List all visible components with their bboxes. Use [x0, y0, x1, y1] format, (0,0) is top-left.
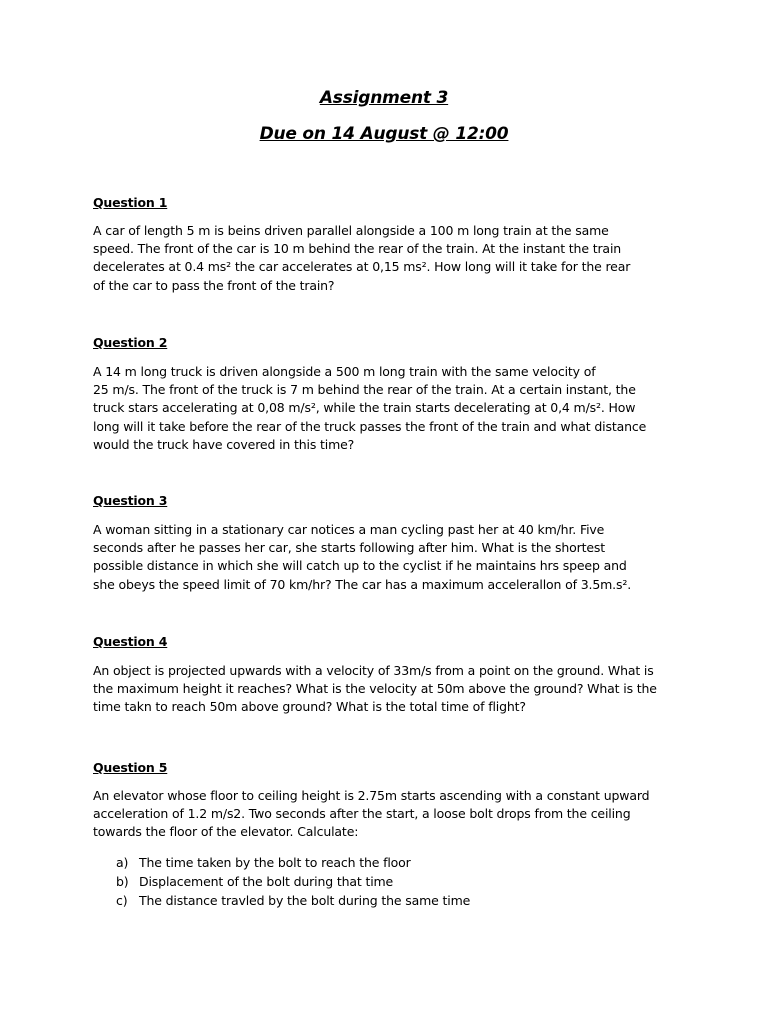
question-1-line: of the car to pass the front of the train?: [93, 277, 335, 293]
subitem-text: The distance travled by the bolt during the same time: [139, 893, 471, 908]
question-1-text: [93, 222, 630, 295]
question-4-line: An object is projected upwards with a velocity of 33m/s from a point on the ground. What is: [93, 663, 654, 678]
question-1-line: speed. The front of the car is 10 m behind the rear of the train. At the instant the train: [93, 241, 622, 257]
question-2-line: A 14 m long truck is driven alongside a 500 m long train with the same velocity of: [93, 364, 596, 379]
due-date: Due on 14 August @ 12:00: [259, 124, 509, 144]
question-1-heading: Question 1: [93, 195, 168, 210]
question-5-text: [93, 787, 649, 842]
question-3-line: she obeys the speed limit of 70 km/hr? The car has a maximum accelerallon of 3.5m.s².: [93, 576, 632, 592]
subitem-marker: a): [116, 855, 129, 870]
question-3-line: seconds after he passes her car, she starts following after him. What is the shortest: [93, 540, 606, 556]
question-1-line: A car of length 5 m is beins driven parallel alongside a 100 m long train at the same: [93, 223, 609, 238]
subitem-text: The time taken by the bolt to reach the floor: [139, 855, 411, 870]
subitem: [116, 891, 470, 910]
subitem: [116, 853, 470, 872]
question-2-line: 25 m/s. The front of the truck is 7 m behind the rear of the train. At a certain instant, the: [93, 382, 636, 398]
question-3-heading: Question 3: [93, 493, 168, 508]
question-2-heading: Question 2: [93, 335, 168, 350]
question-4-line: time takn to reach 50m above ground? What is the total time of flight?: [93, 699, 526, 715]
question-2-line: long will it take before the rear of the truck passes the front of the train and what distance: [93, 418, 647, 434]
subitem-marker: b): [116, 874, 129, 889]
question-3-line: possible distance in which she will catch up to the cyclist if he maintains hrs speep and: [93, 558, 627, 574]
question-5-line: An elevator whose floor to ceiling height is 2.75m starts ascending with a constant upward: [93, 788, 650, 803]
question-3-text: [93, 521, 631, 594]
question-2-line: truck stars accelerating at 0,08 m/s², while the train starts decelerating at 0,4 m/s². How: [93, 400, 636, 416]
question-3-line: A woman sitting in a stationary car notices a man cycling past her at 40 km/hr. Five: [93, 522, 605, 537]
question-5-heading: Question 5: [93, 760, 168, 775]
assignment-title: Assignment 3: [319, 88, 449, 108]
question-5-subitems: [116, 853, 470, 910]
question-2-text: [93, 363, 646, 454]
question-2-line: would the truck have covered in this time?: [93, 436, 355, 452]
question-4-line: the maximum height it reaches? What is the velocity at 50m above the ground? What is the: [93, 681, 657, 697]
question-4-heading: Question 4: [93, 634, 168, 649]
subitem: [116, 872, 470, 891]
subitem-text: Displacement of the bolt during that time: [139, 874, 394, 889]
question-5-line: acceleration of 1.2 m/s2. Two seconds after the start, a loose bolt drops from the ceiling: [93, 806, 631, 822]
question-1-line: decelerates at 0.4 ms² the car accelerates at 0,15 ms². How long will it take for the rear: [93, 259, 631, 275]
subitem-marker: c): [116, 893, 128, 908]
question-4-text: [93, 662, 657, 717]
question-5-line: towards the floor of the elevator. Calculate:: [93, 824, 359, 840]
